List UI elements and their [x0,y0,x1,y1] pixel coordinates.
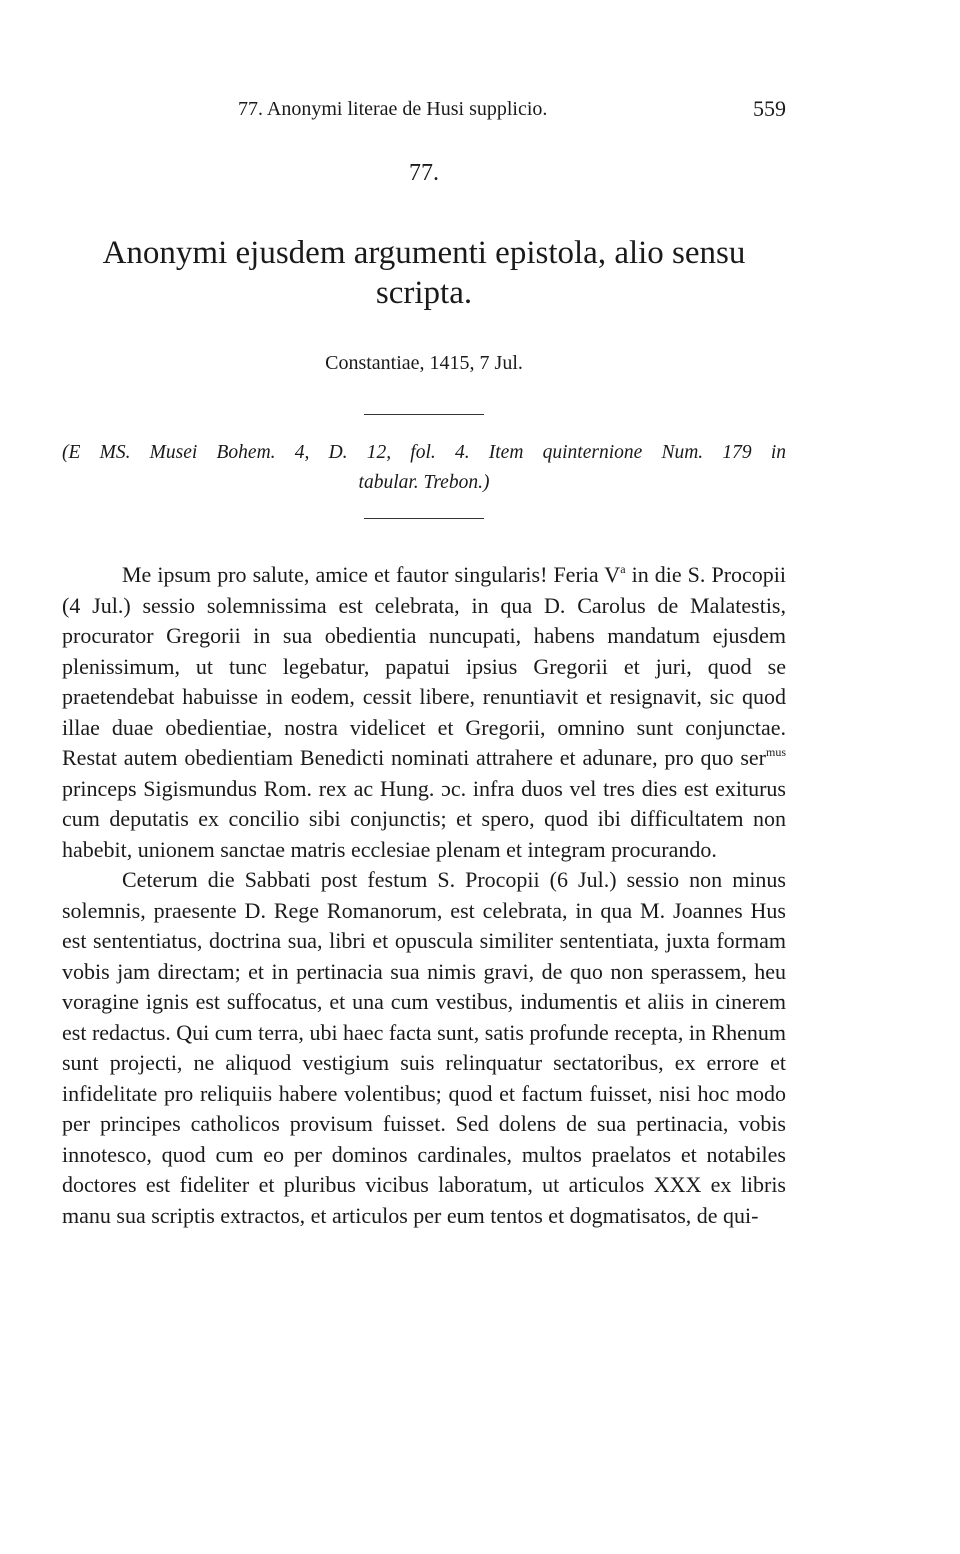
page-number: 559 [753,96,786,121]
paragraph-1 [62,560,786,865]
place-date-line: Constantiae, 1415, 7 Jul. [325,352,523,374]
letter-body [62,560,786,1231]
document-title: Anonymi ejusdem argumenti epistola, alio sensu scripta. [102,235,746,311]
divider-top [364,414,484,415]
document-number: 77. [409,160,439,186]
source-note-line-2: tabular. Trebon.) [358,472,490,493]
running-title: 77. Anonymi literae de Husi supplicio. [238,98,548,120]
source-note [62,438,786,498]
superscript-a: a [620,562,626,576]
divider-bottom [364,518,484,519]
running-head [62,96,786,126]
paragraph-1-part-a: Me ipsum pro salute, amice et fautor singularis! Feria V [122,562,621,587]
paragraph-1-part-b: in die S. Procopii (4 Jul.) sessio solemnissima est celebrata, in qua D. Carolus de Malatestis, procurator Gregorii in sua obedientia nuncupati, habens mandatum ejusdem plenissimum, ut tunc legebatur, papatui ipsius Gregorii et juri, quod se praetendebat habuisse in eodem, cessit libere, renuntiavit et resignavit, sic quod illae duae obedientiae, nostra videlicet et Gregorii, omnino sunt conjunctae. Restat autem obedientiam Benedicti nominati attrahere et adunare, pro quo ser [62,562,787,770]
source-note-line-1: (E MS. Musei Bohem. 4, D. 12, fol. 4. Item quinternione Num. 179 in [62,442,786,463]
superscript-mus: mus [765,745,786,759]
paragraph-1-part-c: princeps Sigismundus Rom. rex ac Hung. ɔc. infra duos vel tres dies est exiturus cum deputatis ex concilio sibi conjunctis; et spero, quod ibi difficultatem non habebit, unionem sanctae matris ecclesiae plenam et integram procurando. [62,775,786,862]
paragraph-2: Ceterum die Sabbati post festum S. Procopii (6 Jul.) sessio non minus solemnis, praesente D. Rege Romanorum, est celebrata, in qua M. Joannes Hus est sententiatus, doctrina sua, libri et opuscula similiter sententiata, juxta formam vobis jam directam; et in pertinacia sua nimis gravi, de quo non sperassem, heu voragine ignis est suffocatus, et una cum vestibus, indumentis et aliis in cinerem est redactus. Qui cum terra, ubi haec facta sunt, satis profunde recepta, in Rhenum sunt projecti, ne aliquod vestigium suis relinquatur sectatoribus, ex errore et infidelitate pro reliquiis habere volentibus; quod et factum fuisset, nisi hoc modo per principes catholicos provisum fuisset. Sed dolens de sua pertinacia, vobis innotesco, quod cum eo per dominos cardinales, multos praelatos et notabiles doctores est fideliter et pluribus vicibus laboratum, ut articulos XXX ex libris manu sua scriptis extractos, et articulos per eum tentos et dogmatisatos, de qui- [62,867,786,1228]
